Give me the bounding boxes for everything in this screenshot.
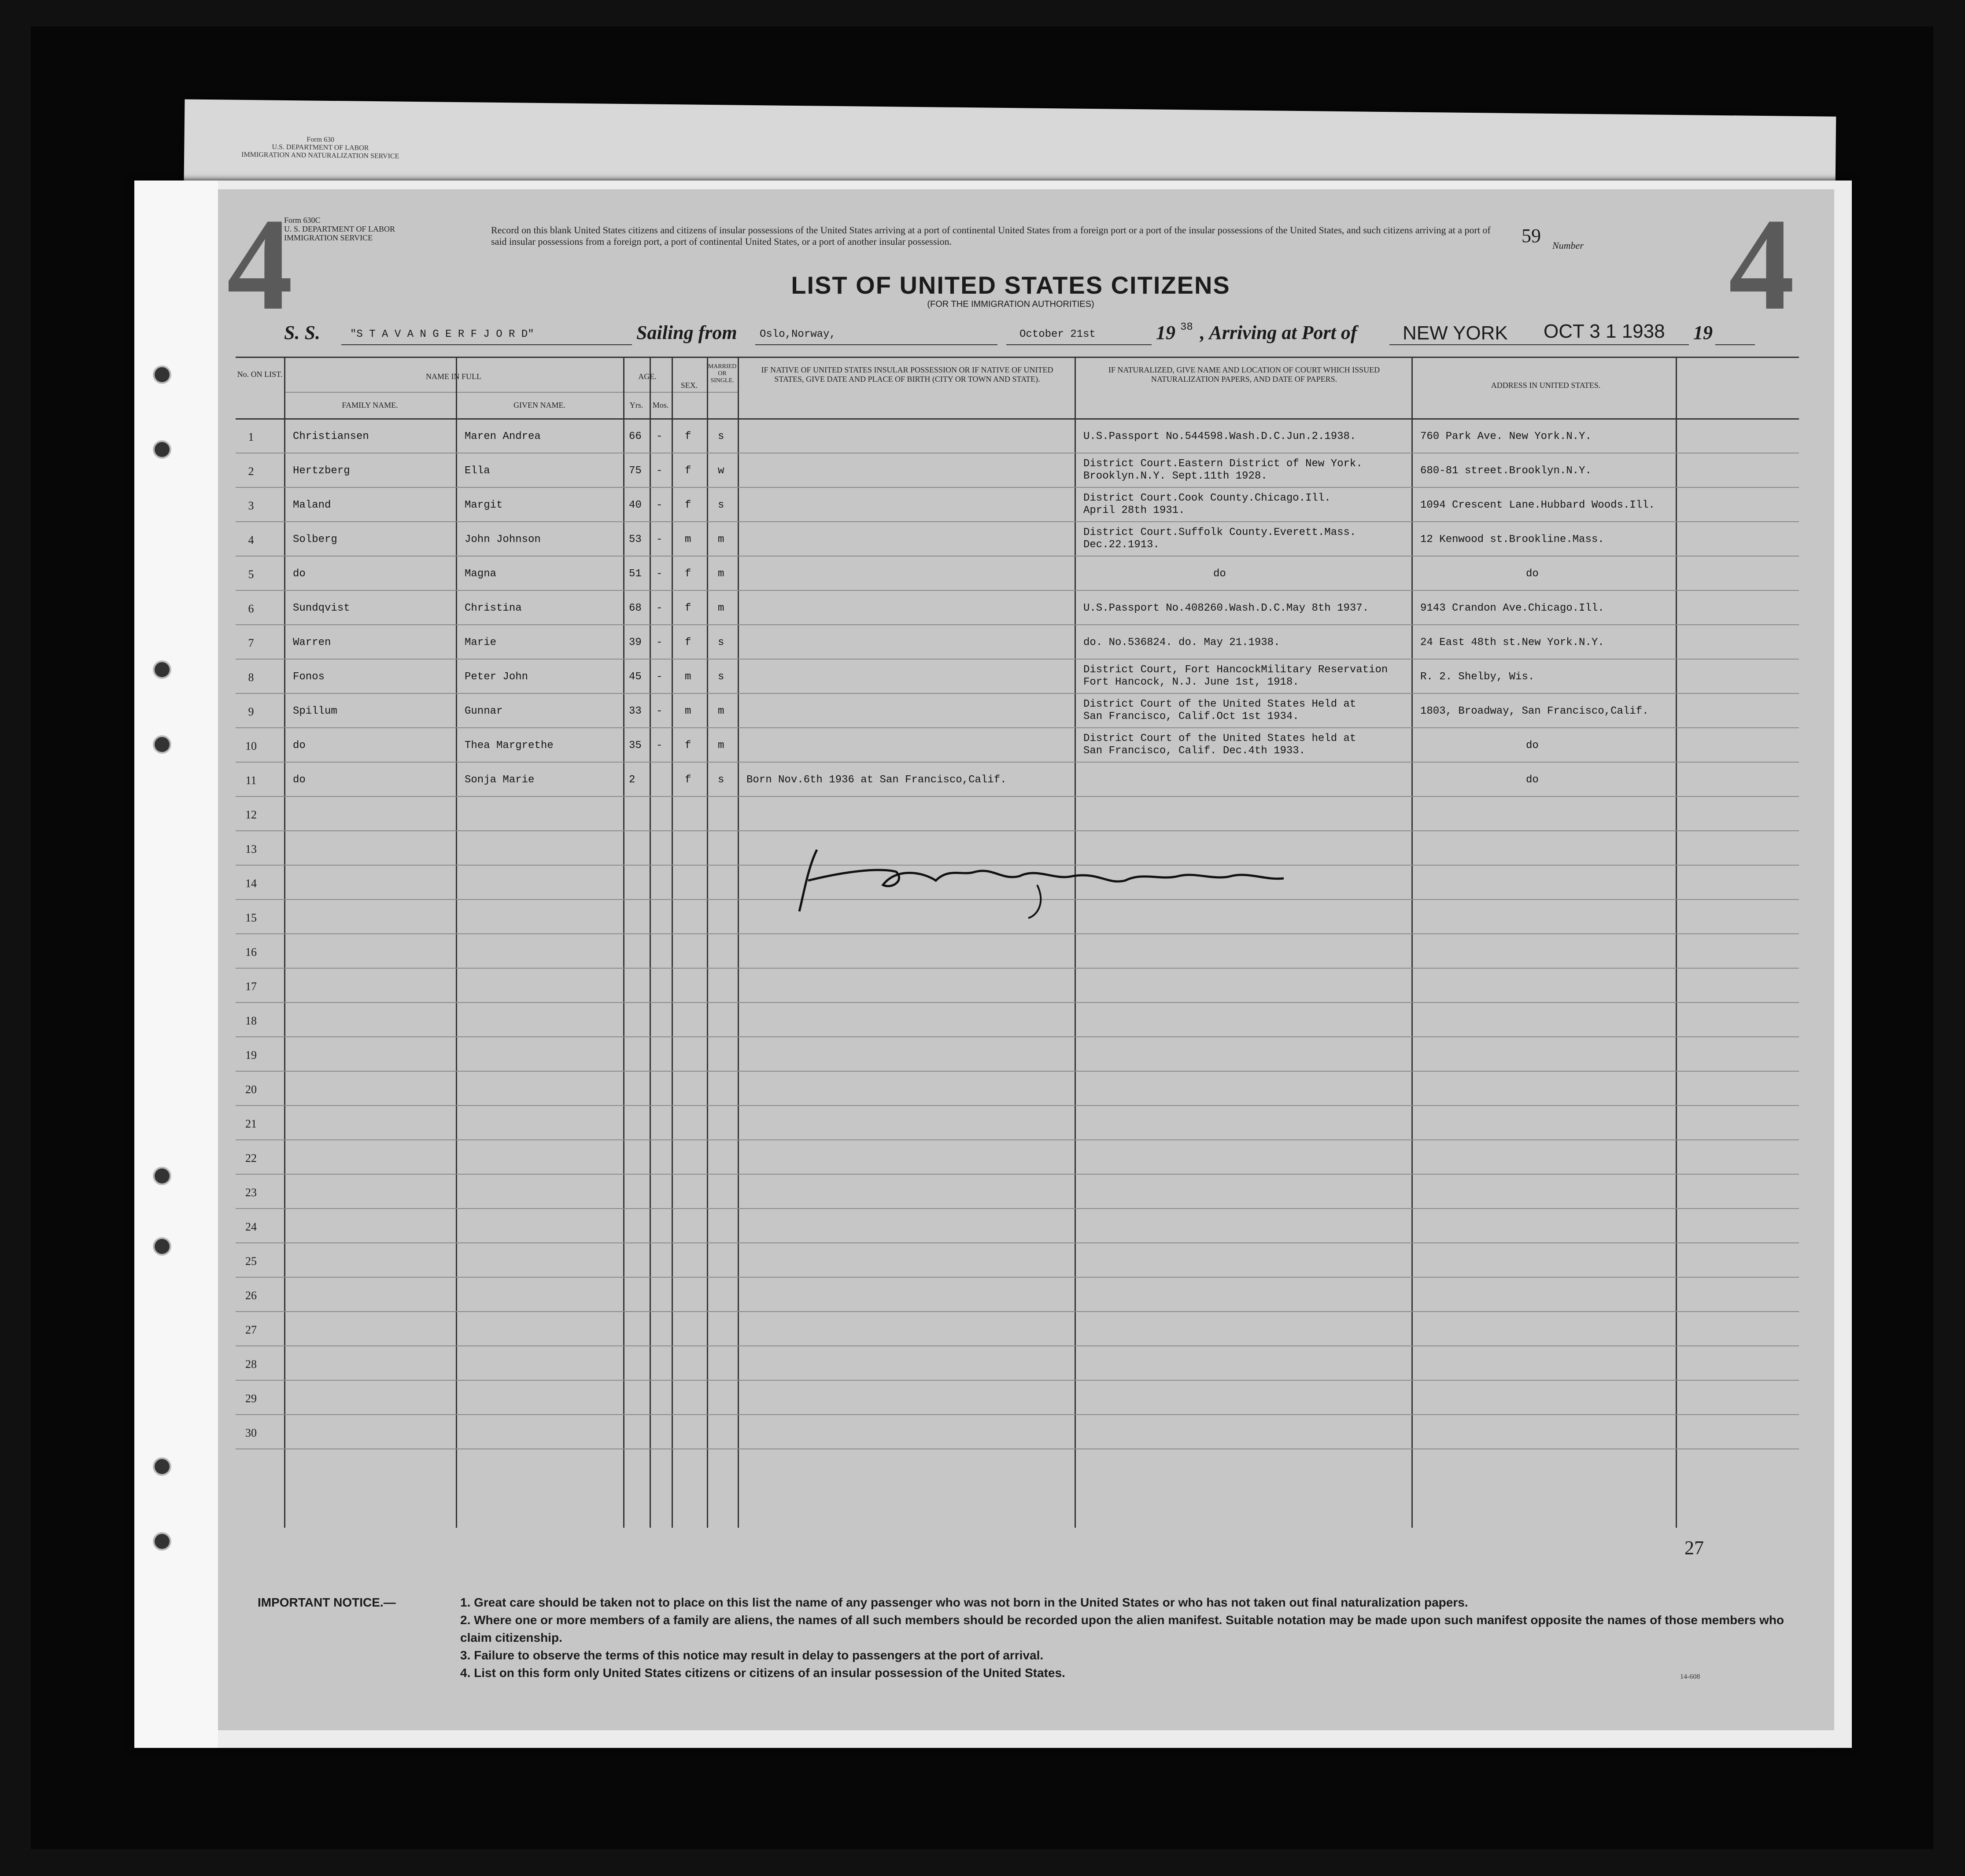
marital-status: m — [718, 740, 724, 752]
sex: f — [685, 602, 691, 614]
address: do — [1526, 568, 1539, 580]
given-name: Margit — [465, 499, 503, 511]
naturalization-line-2: Brooklyn.N.Y. Sept.11th 1928. — [1083, 470, 1267, 482]
given-name: Ella — [465, 465, 490, 477]
row-number: 6 — [248, 602, 254, 615]
punch-hole — [153, 1237, 171, 1256]
notice-item: 3. Failure to observe the terms of this notice may result in delay to passengers at the port of arrival. — [460, 1648, 1044, 1662]
marital-status: s — [718, 431, 724, 442]
naturalization-info — [1083, 664, 1388, 689]
row-number: 4 — [248, 534, 254, 546]
form-big-number-left: 4 — [227, 191, 293, 337]
punch-hole — [153, 1532, 171, 1551]
sex: f — [685, 774, 691, 786]
family-name: do — [293, 740, 306, 752]
row-number: 25 — [245, 1255, 257, 1268]
header-name-in-full: NAME IN FULL — [426, 372, 481, 381]
header-given-name: GIVEN NAME. — [513, 401, 565, 409]
marital-status: s — [718, 637, 724, 649]
row-rule — [236, 968, 1799, 969]
naturalization-info — [1083, 698, 1356, 723]
underlying-form-header — [241, 135, 399, 161]
age-years: 33 — [629, 705, 642, 717]
age-months: - — [656, 534, 663, 545]
col-divider — [623, 357, 624, 1528]
col-divider — [707, 357, 708, 1528]
family-name: Maland — [293, 499, 331, 511]
age-months: - — [656, 465, 663, 477]
age-years: 53 — [629, 534, 642, 545]
sailing-date: October 21st — [1019, 328, 1096, 340]
naturalization-line-1: District Court.Cook County.Chicago.Ill. — [1083, 492, 1331, 504]
page-subtitle: (FOR THE IMMIGRATION AUTHORITIES) — [927, 299, 1094, 309]
underlying-department: U.S. DEPARTMENT OF LABOR — [272, 143, 369, 152]
age-years: 35 — [629, 740, 642, 752]
marital-status: s — [718, 774, 724, 786]
form-number: Form 630C — [284, 216, 321, 225]
family-name: do — [293, 774, 306, 786]
row-rule — [236, 1208, 1799, 1209]
row-rule — [236, 556, 1799, 557]
marital-status: w — [718, 465, 724, 477]
col-divider — [738, 357, 739, 1528]
given-name: Christina — [465, 602, 522, 614]
age-months: - — [656, 637, 663, 649]
arriving-port: NEW YORK — [1403, 322, 1508, 344]
row-number: 15 — [245, 911, 257, 924]
sex: f — [685, 637, 691, 649]
header-family-name: FAMILY NAME. — [342, 401, 398, 409]
row-number: 23 — [245, 1186, 257, 1199]
sailing-from-underline — [755, 344, 997, 345]
family-name: Solberg — [293, 534, 337, 545]
marital-status: m — [718, 705, 724, 717]
marital-status: m — [718, 568, 724, 580]
naturalization-line-1: District Court.Eastern District of New York. — [1083, 458, 1363, 470]
ship-prefix-label: S. S. — [284, 322, 320, 343]
naturalization-info — [1083, 527, 1356, 551]
sex: f — [685, 740, 691, 752]
given-name: Marie — [465, 637, 497, 649]
age-years: 2 — [629, 774, 635, 786]
naturalization-info — [1083, 637, 1280, 649]
family-name: Hertzberg — [293, 465, 350, 477]
family-name: Sundqvist — [293, 602, 350, 614]
service-name: IMMIGRATION SERVICE — [284, 233, 373, 242]
address: do — [1526, 740, 1539, 752]
notice-label: IMPORTANT NOTICE.— — [258, 1596, 396, 1609]
row-number: 17 — [245, 980, 257, 993]
row-rule — [236, 1277, 1799, 1278]
row-number: 20 — [245, 1083, 257, 1096]
header-years: Yrs. — [629, 401, 643, 409]
row-number: 21 — [245, 1117, 257, 1130]
row-rule — [236, 1345, 1799, 1346]
address: 1094 Crescent Lane.Hubbard Woods.Ill. — [1420, 499, 1655, 511]
arrival-date-stamp: OCT 3 1 1938 — [1544, 321, 1665, 342]
row-number: 24 — [245, 1220, 257, 1233]
ship-name: "S T A V A N G E R F J O R D" — [350, 328, 534, 340]
row-number: 29 — [245, 1392, 257, 1405]
sex: f — [685, 465, 691, 477]
row-number: 3 — [248, 499, 254, 512]
given-name: John Johnson — [465, 534, 541, 545]
col-divider — [650, 357, 651, 1528]
naturalization-line-2: April 28th 1931. — [1083, 505, 1185, 516]
row-rule — [236, 693, 1799, 694]
col-divider — [1075, 357, 1076, 1528]
age-years: 45 — [629, 671, 642, 683]
family-name: Christiansen — [293, 431, 369, 442]
sex: f — [685, 568, 691, 580]
col-divider — [1676, 357, 1677, 1528]
row-number: 7 — [248, 637, 254, 649]
row-rule — [236, 1380, 1799, 1381]
row-rule — [236, 796, 1799, 797]
row-rule — [236, 1448, 1799, 1449]
row-number: 26 — [245, 1289, 257, 1302]
inspector-signature — [790, 841, 1319, 920]
row-number: 8 — [248, 671, 254, 684]
age-years: 66 — [629, 431, 642, 442]
notice-items — [460, 1594, 1799, 1682]
family-name: do — [293, 568, 306, 580]
naturalization-info — [1083, 492, 1331, 517]
naturalization-info — [1213, 568, 1226, 580]
arriving-label: , Arriving at Port of — [1200, 322, 1357, 343]
row-number: 12 — [245, 808, 257, 821]
table-top-border — [236, 357, 1799, 358]
sex: m — [685, 705, 691, 717]
given-name: Maren Andrea — [465, 431, 541, 442]
naturalization-line-2: Fort Hancock, N.J. June 1st, 1918. — [1083, 676, 1299, 688]
row-number: 14 — [245, 877, 257, 890]
row-rule — [236, 624, 1799, 625]
row-number: 28 — [245, 1358, 257, 1371]
row-rule — [236, 1311, 1799, 1312]
citizens-list-form — [218, 189, 1834, 1730]
age-years: 39 — [629, 637, 642, 649]
header-married-single: MARRIED OR SINGLE. — [708, 363, 737, 384]
punch-hole — [153, 440, 171, 459]
sex: m — [685, 671, 691, 683]
header-native-birth: IF NATIVE OF UNITED STATES INSULAR POSSESSION OR IF NATIVE OF UNITED STATES, GIVE DATE AND PLACE OF BIRTH (CITY OR TOWN AND STATE). — [761, 365, 1053, 383]
row-rule — [236, 1174, 1799, 1175]
arriving-port-underline — [1389, 344, 1689, 345]
year-blank-label: 19 — [1693, 322, 1713, 343]
marital-status: s — [718, 499, 724, 511]
given-name: Peter John — [465, 671, 528, 683]
marital-status: m — [718, 602, 724, 614]
header-age: AGE. — [638, 372, 657, 381]
row-rule — [236, 830, 1799, 831]
header-months: Mos. — [652, 401, 669, 409]
birth-info: Born Nov.6th 1936 at San Francisco,Calif. — [746, 774, 1007, 786]
ship-name-underline — [341, 344, 632, 345]
naturalization-line-1: U.S.Passport No.544598.Wash.D.C.Jun.2.1938. — [1083, 431, 1356, 442]
naturalization-line-1: District Court, Fort HancockMilitary Reservation — [1083, 664, 1388, 676]
year-blank-underline — [1715, 344, 1755, 345]
row-rule — [236, 1139, 1799, 1140]
naturalization-line-2: Dec.22.1913. — [1083, 539, 1160, 551]
row-number: 18 — [245, 1014, 257, 1027]
row-rule — [236, 933, 1799, 934]
form-instructions: Record on this blank United States citizens and citizens of insular possessions of the United States arriving at a port of continental United States from a foreign port or a port of the insular possessions of the United States, and such citizens arriving at a port of said insular possessions from a foreign port, a port of continental United States, or a port of another insular possession. — [491, 225, 1491, 247]
list-number: 59 — [1522, 225, 1541, 247]
punch-hole — [153, 365, 171, 384]
age-years: 40 — [629, 499, 642, 511]
age-months: - — [656, 740, 663, 752]
address: 680-81 street.Brooklyn.N.Y. — [1420, 465, 1592, 477]
row-number: 9 — [248, 705, 254, 718]
col-divider — [456, 357, 457, 1528]
row-number: 5 — [248, 568, 254, 581]
punch-hole — [153, 735, 171, 754]
row-rule — [236, 487, 1799, 488]
sailing-from-value: Oslo,Norway, — [760, 328, 836, 340]
year-suffix: 38 — [1180, 321, 1193, 333]
marital-status: m — [718, 534, 724, 545]
department-name: U. S. DEPARTMENT OF LABOR — [284, 225, 395, 233]
row-rule — [236, 1071, 1799, 1072]
page-title: LIST OF UNITED STATES CITIZENS — [791, 271, 1230, 299]
row-rule — [236, 1242, 1799, 1243]
age-months: - — [656, 671, 663, 683]
binding-strip — [134, 181, 218, 1748]
naturalization-line-1: District Court of the United States held at — [1083, 733, 1356, 745]
naturalization-line-1: District Court.Suffolk County.Everett.Mass. — [1083, 527, 1356, 538]
row-rule — [236, 1105, 1799, 1106]
row-number: 19 — [245, 1049, 257, 1061]
header-bottom-border — [236, 418, 1799, 420]
form-print-code: 14-608 — [1680, 1673, 1700, 1681]
header-subdivider — [284, 392, 738, 393]
header-sex: SEX. — [680, 381, 698, 390]
naturalization-line-2: San Francisco, Calif. Dec.4th 1933. — [1083, 745, 1306, 757]
header-no: No. ON LIST. — [237, 370, 283, 379]
passenger-table — [236, 357, 1799, 1528]
col-divider — [284, 357, 285, 1528]
row-rule — [236, 1002, 1799, 1003]
sex: f — [685, 431, 691, 442]
address: do — [1526, 774, 1539, 786]
notice-item: 1. Great care should be taken not to place on this list the name of any passenger who was not born in the United States or who has not taken out final naturalization papers. — [460, 1596, 1468, 1609]
punch-hole — [153, 1167, 171, 1185]
form-big-number-right: 4 — [1729, 191, 1795, 337]
age-months: - — [656, 705, 663, 717]
row-rule — [236, 1414, 1799, 1415]
family-name: Fonos — [293, 671, 325, 683]
age-years: 51 — [629, 568, 642, 580]
naturalization-info — [1083, 431, 1356, 443]
row-rule — [236, 590, 1799, 591]
address: 1803, Broadway, San Francisco,Calif. — [1420, 705, 1649, 717]
given-name: Thea Margrethe — [465, 740, 554, 752]
naturalization-line-2: San Francisco, Calif.Oct 1st 1934. — [1083, 711, 1299, 722]
sailing-date-underline — [1006, 344, 1152, 345]
family-name: Warren — [293, 637, 331, 649]
naturalization-info — [1083, 733, 1356, 757]
year-prefix: 19 — [1156, 322, 1175, 343]
list-number-label: Number — [1552, 240, 1584, 251]
given-name: Sonja Marie — [465, 774, 535, 786]
naturalization-line-1: District Court of the United States Held at — [1083, 698, 1356, 710]
naturalization-info — [1083, 458, 1363, 483]
header-address: ADDRESS IN UNITED STATES. — [1491, 381, 1601, 390]
marital-status: s — [718, 671, 724, 683]
sex: f — [685, 499, 691, 511]
given-name: Magna — [465, 568, 497, 580]
row-number: 16 — [245, 946, 257, 958]
form-identifier — [284, 216, 395, 242]
punch-hole — [153, 1457, 171, 1476]
age-months: - — [656, 602, 663, 614]
age-years: 68 — [629, 602, 642, 614]
age-years: 75 — [629, 465, 642, 477]
row-number: 10 — [245, 740, 257, 752]
manifest-page — [134, 181, 1852, 1748]
row-number: 2 — [248, 465, 254, 478]
row-number: 13 — [245, 843, 257, 855]
row-number: 30 — [245, 1426, 257, 1439]
row-number: 27 — [245, 1323, 257, 1336]
underlying-form-number: Form 630 — [307, 136, 335, 144]
row-rule — [236, 1036, 1799, 1037]
sailing-from-label: Sailing from — [636, 322, 737, 343]
col-divider — [1411, 357, 1413, 1528]
underlying-service: IMMIGRATION AND NATURALIZATION SERVICE — [241, 151, 399, 160]
notice-item: 4. List on this form only United States citizens or citizens of an insular possession of the United States. — [460, 1666, 1065, 1680]
row-number: 1 — [248, 431, 254, 443]
row-number: 22 — [245, 1152, 257, 1165]
page-number: 27 — [1684, 1537, 1704, 1559]
address: 12 Kenwood st.Brookline.Mass. — [1420, 534, 1604, 545]
row-number: 11 — [245, 774, 257, 787]
col-divider — [672, 357, 673, 1528]
address: 9143 Crandon Ave.Chicago.Ill. — [1420, 602, 1604, 614]
naturalization-line-1: U.S.Passport No.408260.Wash.D.C.May 8th 1937. — [1083, 602, 1369, 614]
row-rule — [236, 521, 1799, 522]
notice-item: 2. Where one or more members of a family are aliens, the names of all such members should be recorded upon the alien manifest. Suitable notation may be made upon such manifest opposite the names of those members who claim citizenship. — [460, 1613, 1784, 1644]
given-name: Gunnar — [465, 705, 503, 717]
family-name: Spillum — [293, 705, 337, 717]
row-rule — [236, 762, 1799, 763]
sex: m — [685, 534, 691, 545]
address: 24 East 48th st.New York.N.Y. — [1420, 637, 1604, 649]
punch-hole — [153, 660, 171, 679]
address: R. 2. Shelby, Wis. — [1420, 671, 1535, 683]
address: 760 Park Ave. New York.N.Y. — [1420, 431, 1592, 442]
naturalization-line-1: do — [1213, 568, 1226, 580]
age-months: - — [656, 431, 663, 442]
naturalization-info — [1083, 602, 1369, 615]
row-rule — [236, 727, 1799, 728]
row-rule — [236, 659, 1799, 660]
header-naturalized: IF NATURALIZED, GIVE NAME AND LOCATION OF COURT WHICH ISSUED NATURALIZATION PAPERS, AND DATE OF PAPERS. — [1108, 365, 1380, 383]
age-months: - — [656, 499, 663, 511]
age-months: - — [656, 568, 663, 580]
voyage-line — [284, 317, 1759, 352]
naturalization-line-1: do. No.536824. do. May 21.1938. — [1083, 637, 1280, 649]
